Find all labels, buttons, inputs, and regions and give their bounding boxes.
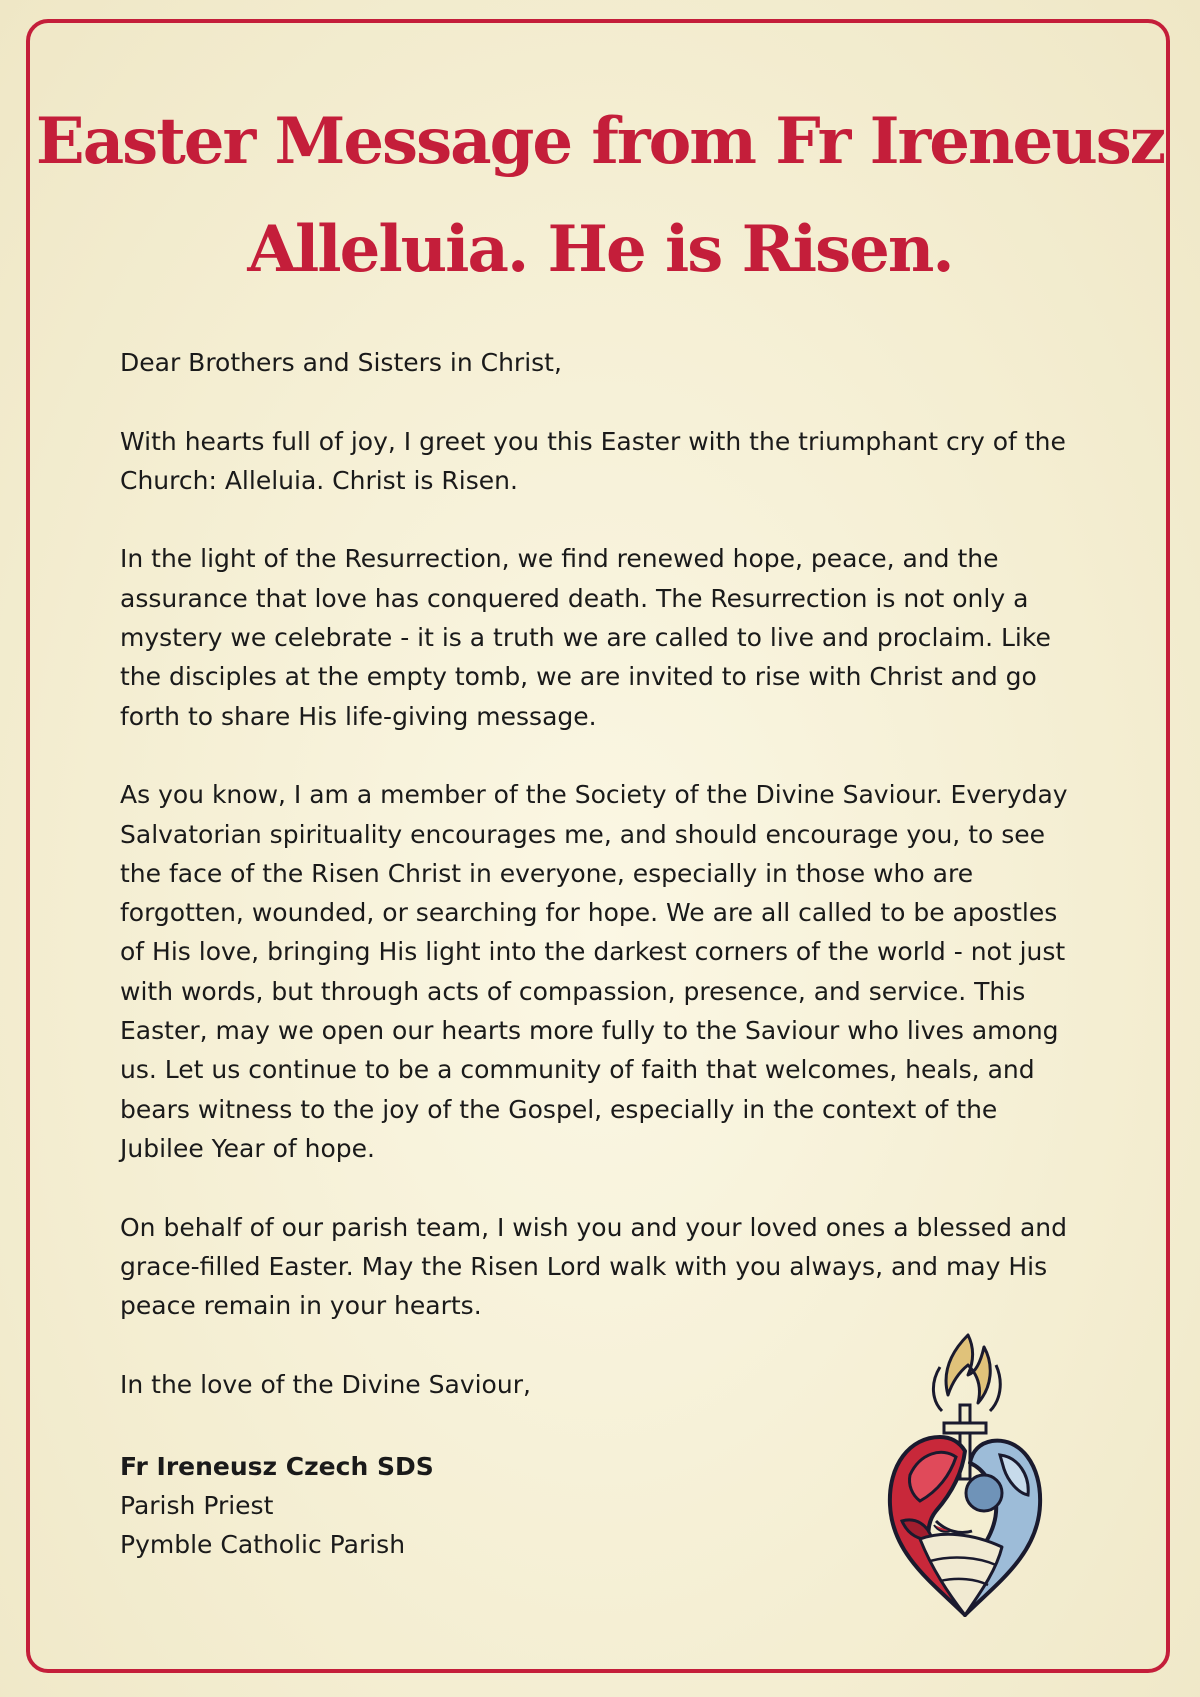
salutation: Dear Brothers and Sisters in Christ, <box>120 348 562 377</box>
signature-role: Parish Priest <box>120 1491 274 1520</box>
signature-block <box>120 1447 434 1564</box>
letter-body <box>120 343 1080 1443</box>
closing: In the love of the Divine Saviour, <box>120 1369 531 1399</box>
paragraph-salvatorian: As you know, I am a member of the Society of the Divine Saviour. Everyday Salvatorian spirituality encourages me, and should encourage you, to see the face of the Risen Christ in everyone, especially in those who are forgotten, wounded, or searching for hope. We are all called to be apostles of His love, bringing His light into the darkest corners of the world - not just with words, but through acts of compassion, presence, and service. This Easter, may we open our hearts more fully to the Saviour who lives among us. Let us continue to be a community of faith that welcomes, heals, and bears witness to the joy of the Gospel, especially in the context of the Jubilee Year of hope. <box>120 780 1068 1163</box>
signature-name: Fr Ireneusz Czech SDS <box>120 1452 434 1481</box>
signature-parish: Pymble Catholic Parish <box>120 1530 406 1559</box>
letter-title: Easter Message from Fr Ireneusz <box>35 104 1165 179</box>
paragraph-blessing: On behalf of our parish team, I wish you and your loved ones a blessed and grace-filled Easter. May the Risen Lord walk with you always, and may His peace remain in your hearts. <box>120 1212 1067 1321</box>
salvatorian-heart-cross-flame-icon <box>880 1325 1050 1630</box>
paragraph-resurrection: In the light of the Resurrection, we find renewed hope, peace, and the assurance that love has conquered death. The Resurrection is not only a mystery we celebrate - it is a truth we are called to live and proclaim. Like the disciples at the empty tomb, we are invited to rise with Christ and go forth to share His life-giving message. <box>120 544 1051 731</box>
letter-subtitle: Alleluia. He is Risen. <box>247 212 953 287</box>
paragraph-greeting: With hearts full of joy, I greet you this Easter with the triumphant cry of the Church: Alleluia. Christ is Risen. <box>120 426 1066 495</box>
